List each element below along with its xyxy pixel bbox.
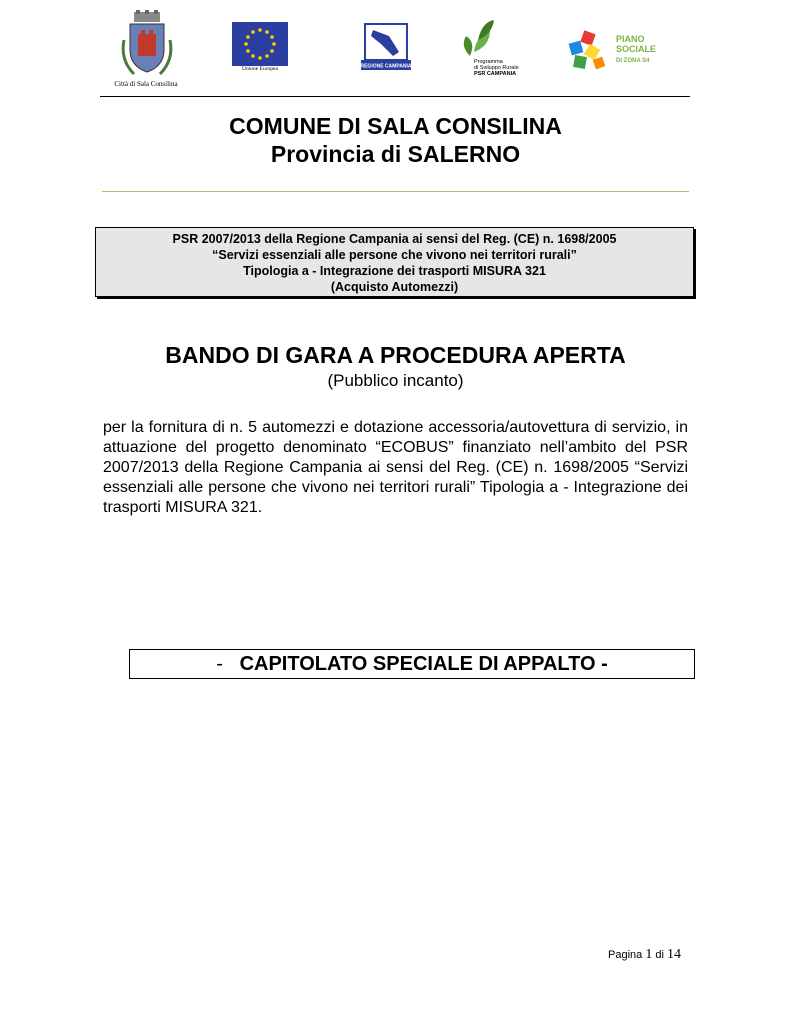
bando-title: BANDO DI GARA A PROCEDURA APERTA <box>165 342 626 368</box>
capitolato-dash: - <box>216 653 223 675</box>
header-divider <box>100 96 690 97</box>
regione-label: REGIONE CAMPANIA <box>360 63 412 70</box>
regione-campania-logo <box>359 22 413 72</box>
psr-caption <box>474 59 519 77</box>
page-number <box>608 947 681 963</box>
footer-label: Pagina <box>608 949 643 961</box>
psr-caption-line: Programma <box>474 59 503 65</box>
psr-info-box <box>95 227 694 297</box>
psr-caption-line: di Sviluppo Rurale <box>474 65 519 71</box>
footer-of: di <box>655 949 664 961</box>
capitolato-box <box>129 649 695 679</box>
title-divider <box>102 191 689 192</box>
footer-total-pages: 14 <box>667 947 682 962</box>
page-title <box>0 112 791 168</box>
psr-box-line: Tipologia a - Integrazione dei trasporti MISURA 321 <box>243 264 546 278</box>
piano-line-1: PIANO <box>616 34 645 44</box>
psr-box-line: PSR 2007/2013 della Regione Campania ai sensi del Reg. (CE) n. 1698/2005 <box>172 232 617 246</box>
capitolato-title: CAPITOLATO SPECIALE DI APPALTO - <box>239 653 608 675</box>
psr-box-line: (Acquisto Automezzi) <box>330 280 459 294</box>
comune-coat-of-arms-logo <box>118 10 176 80</box>
body-paragraph: per la fornitura di n. 5 automezzi e dotazione accessoria/autovettura di servizio, in attuazione del progetto denominato “ECOBUS” finanziato nell’ambito del PSR 2007/2013 della Regione Campania ai sensi del Reg. (CE) n. 1698/2005 “Servizi essenziali alle persone che vivono nei territori rurali” Tipologia a - Integrazione dei trasporti MISURA 321. <box>103 419 688 516</box>
piano-line-2: SOCIALE <box>616 44 657 54</box>
title-comune: COMUNE DI SALA CONSILINA <box>229 113 562 139</box>
psr-box-line: “Servizi essenziali alle persone che vivono nei territori rurali” <box>212 248 577 262</box>
piano-sociale-logo <box>564 28 660 72</box>
comune-caption: Città di Sala Consilina <box>114 80 178 88</box>
bando-subtitle: (Pubblico incanto) <box>327 371 464 390</box>
title-provincia: Provincia di SALERNO <box>270 141 521 167</box>
psr-caption-line: PSR CAMPANIA <box>474 71 517 77</box>
eu-flag-logo <box>232 22 288 66</box>
eu-caption: Unione Europea <box>242 66 278 72</box>
footer-current-page: 1 <box>645 947 653 962</box>
piano-line-3: DI ZONA S4 <box>616 58 650 64</box>
